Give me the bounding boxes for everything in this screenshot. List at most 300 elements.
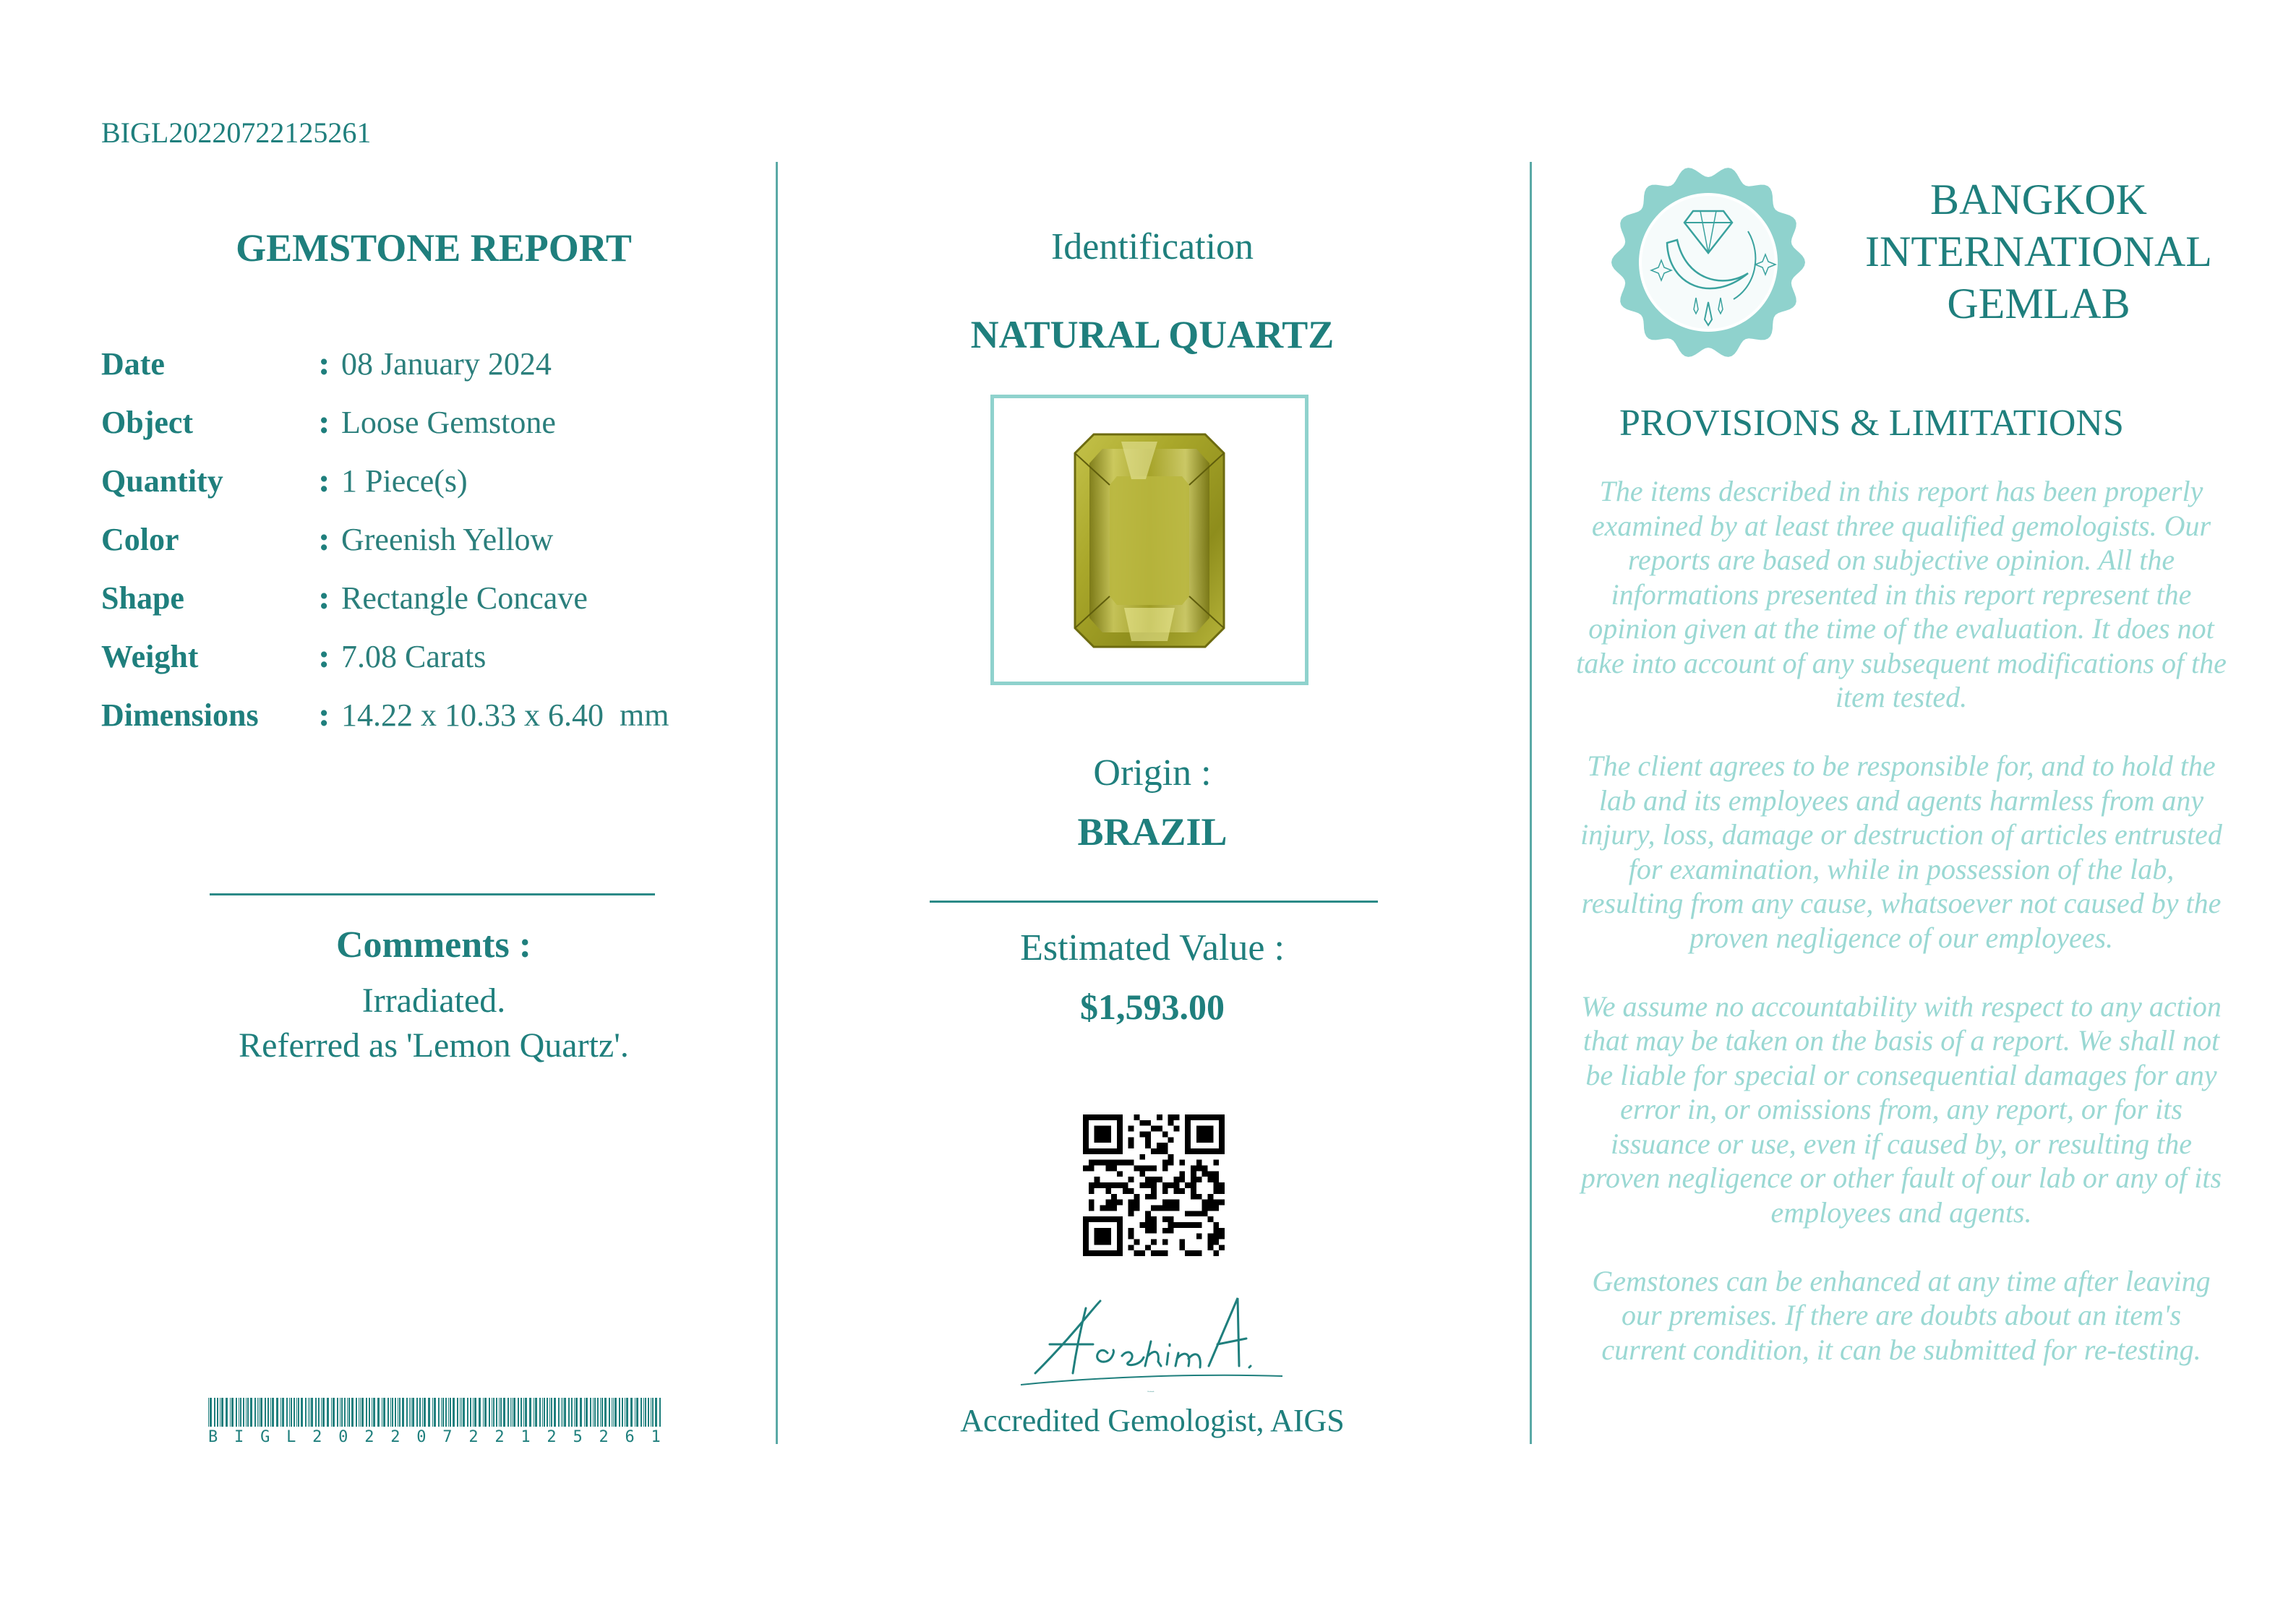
qr-module [1196, 1234, 1202, 1240]
gem-photo-frame [990, 395, 1308, 685]
qr-module [1157, 1126, 1162, 1132]
barcode-bar [643, 1398, 644, 1427]
barcode-bar [574, 1398, 575, 1427]
qr-module [1219, 1234, 1225, 1240]
barcode-bar [554, 1398, 556, 1427]
spec-label: Dimensions [101, 697, 259, 733]
qr-module [1173, 1177, 1179, 1182]
qr-module [1157, 1114, 1162, 1120]
qr-module [1207, 1239, 1213, 1245]
barcode-bar [614, 1398, 617, 1427]
barcode-bar [438, 1398, 440, 1427]
barcode-bar [424, 1398, 426, 1427]
barcode-char: 2 [468, 1428, 479, 1446]
barcode-bar [254, 1398, 256, 1427]
barcode-bar [562, 1398, 563, 1427]
qr-module [1202, 1171, 1208, 1177]
provisions-paragraph: We assume no accountability with respect to any action that may be taken on the basis of a report. We shall not be liable for special or consequential damages for any error in, or omissions from, any report, or for its issuance or use, even if caused by, or resulting the proven negligence or other fault of our lab or any of its employees and agents. [1580, 989, 2222, 1229]
qr-module [1168, 1120, 1174, 1126]
barcode-bar [416, 1398, 418, 1427]
barcode-bar [659, 1398, 661, 1427]
barcode-bar [613, 1398, 614, 1427]
barcode-bar [422, 1398, 423, 1427]
qr-module [1179, 1188, 1185, 1194]
provisions-paragraph: Gemstones can be enhanced at any time after leaving our premises. If there are doubts about an item's current condition, it can be submitted for re-testing. [1592, 1264, 2211, 1366]
spec-value: 14.22 x 10.33 x 6.40 mm [341, 697, 669, 733]
qr-module [1145, 1228, 1151, 1234]
qr-module [1168, 1205, 1174, 1211]
barcode-bar [523, 1398, 524, 1427]
identification-value: NATURAL QUARTZ [970, 313, 1335, 356]
qr-module [1111, 1160, 1117, 1166]
spec-value: 08 January 2024 [341, 346, 552, 382]
qr-module [1207, 1245, 1213, 1250]
barcode-bar [282, 1398, 284, 1427]
barcode-bar [308, 1398, 309, 1427]
barcode-bar [626, 1398, 628, 1427]
barcode-bar [500, 1398, 502, 1427]
qr-module [1207, 1234, 1213, 1240]
barcode-bar [260, 1398, 262, 1427]
qr-module [1111, 1200, 1117, 1206]
qr-module [1162, 1250, 1168, 1256]
barcode-bar [448, 1398, 449, 1427]
report-title: GEMSTONE REPORT [236, 226, 632, 270]
barcode-char: 0 [338, 1428, 348, 1446]
barcode-bar [593, 1398, 594, 1427]
barcode-bar [441, 1398, 442, 1427]
qr-module [1145, 1137, 1151, 1143]
report-number: BIGL20220722125261 [101, 116, 372, 149]
barcode-bar [221, 1398, 223, 1427]
qr-module [1179, 1222, 1185, 1228]
qr-finder [1095, 1228, 1112, 1245]
barcode-char: 2 [390, 1428, 400, 1446]
barcode-bar [406, 1398, 408, 1427]
qr-module [1168, 1200, 1174, 1206]
qr-module [1128, 1211, 1134, 1216]
barcode-bar [580, 1398, 582, 1427]
barcode-bar [409, 1398, 410, 1427]
barcode-bar [247, 1398, 249, 1427]
spec-row-object [101, 404, 752, 463]
qr-module [1168, 1216, 1174, 1222]
barcode-char: G [260, 1428, 270, 1446]
barcode-bar [231, 1398, 234, 1427]
barcode-bar [457, 1398, 458, 1427]
barcode-bar [217, 1398, 218, 1427]
qr-module [1179, 1160, 1185, 1166]
provisions-paragraph: The client agrees to be responsible for, and to hold the lab and its employees and agents harmless from any injury, loss, damage or destruction of articles entrusted for examination, while in possession of the lab, resulting from any cause, whatsoever not caused by the proven negligence of our employees. [1580, 749, 2222, 954]
barcode-bar [496, 1398, 497, 1427]
qr-module [1168, 1222, 1174, 1228]
qr-module [1134, 1166, 1140, 1172]
qr-module [1139, 1222, 1145, 1228]
value-divider [930, 901, 1378, 903]
barcode-bar [453, 1398, 455, 1427]
barcode-char: 2 [599, 1428, 609, 1446]
qr-module [1145, 1143, 1151, 1148]
barcode-bar [276, 1398, 278, 1427]
barcode-bar [645, 1398, 646, 1427]
gem-photo [994, 398, 1305, 682]
barcode-char: 2 [364, 1428, 374, 1446]
qr-module [1095, 1160, 1100, 1166]
barcode-bar [428, 1398, 430, 1427]
qr-module [1213, 1182, 1219, 1188]
qr-module [1162, 1160, 1168, 1166]
qr-module [1213, 1200, 1219, 1206]
barcode-icon [208, 1398, 661, 1427]
barcode-bar [286, 1398, 288, 1427]
qr-module [1213, 1171, 1219, 1177]
barcode-bar [289, 1398, 290, 1427]
barcode-bar [369, 1398, 370, 1427]
barcode-char: 6 [625, 1428, 635, 1446]
spec-row-date [101, 345, 752, 404]
qr-module [1196, 1177, 1202, 1182]
barcode-bar [318, 1398, 320, 1427]
qr-module [1173, 1114, 1179, 1120]
qr-module [1213, 1160, 1219, 1166]
provisions-title: PROVISIONS & LIMITATIONS [1619, 403, 2124, 444]
qr-module [1219, 1188, 1225, 1194]
spec-value: Rectangle Concave [341, 580, 588, 616]
barcode-bar [315, 1398, 317, 1427]
qr-module [1134, 1239, 1140, 1245]
qr-module [1196, 1250, 1202, 1256]
lab-name-line: GEMLAB [1947, 280, 2130, 327]
qr-module [1207, 1194, 1213, 1200]
qr-module [1173, 1222, 1179, 1228]
qr-module [1196, 1222, 1202, 1228]
qr-module [1105, 1166, 1111, 1172]
qr-module [1089, 1205, 1095, 1211]
barcode-bar [535, 1398, 537, 1427]
barcode-bar [586, 1398, 588, 1427]
barcode-bar [547, 1398, 548, 1427]
qr-module [1202, 1205, 1208, 1211]
barcode-bar [333, 1398, 335, 1427]
barcode-bar [360, 1398, 361, 1427]
barcode-bar [366, 1398, 367, 1427]
barcode-bar [267, 1398, 269, 1427]
qr-module [1105, 1160, 1111, 1166]
qr-module [1145, 1120, 1151, 1126]
signature [1006, 1286, 1295, 1395]
barcode-bar [361, 1398, 364, 1427]
qr-module [1162, 1148, 1168, 1154]
spec-colon: : [318, 345, 330, 382]
qr-module [1139, 1171, 1145, 1177]
barcode-bar [463, 1398, 465, 1427]
qr-module [1162, 1216, 1168, 1222]
barcode-bar [590, 1398, 591, 1427]
barcode-bar [309, 1398, 310, 1427]
barcode-bar [356, 1398, 357, 1427]
qr-module [1145, 1222, 1151, 1228]
barcode-bar [390, 1398, 391, 1427]
qr-module [1162, 1200, 1168, 1206]
qr-module [1123, 1188, 1128, 1194]
qr-module [1162, 1239, 1168, 1245]
qr-module [1185, 1182, 1191, 1188]
comment-line: Irradiated. [361, 981, 506, 1020]
barcode-bar [493, 1398, 494, 1427]
barcode-bar [377, 1398, 380, 1427]
barcode-bar [445, 1398, 447, 1427]
qr-module [1145, 1216, 1151, 1222]
spec-colon: : [318, 404, 330, 441]
qr-finder [1196, 1126, 1214, 1143]
barcode-bar [432, 1398, 433, 1427]
spec-value: Greenish Yellow [341, 522, 554, 557]
barcode-bar [641, 1398, 642, 1427]
spec-value: 1 Piece(s) [341, 463, 468, 499]
qr-module [1207, 1200, 1213, 1206]
qr-module [1219, 1245, 1225, 1250]
spec-row-dimensions [101, 697, 752, 755]
barcode-bar [513, 1398, 515, 1427]
barcode-bar [322, 1398, 325, 1427]
barcode-bar [551, 1398, 552, 1427]
qr-module [1151, 1228, 1157, 1234]
qr-module [1191, 1194, 1196, 1200]
qr-module [1202, 1211, 1208, 1216]
barcode-bar [460, 1398, 461, 1427]
qr-module [1083, 1166, 1089, 1172]
qr-module [1145, 1132, 1151, 1138]
spec-label: Shape [101, 580, 184, 616]
qr-module [1179, 1177, 1185, 1182]
qr-module [1162, 1132, 1168, 1138]
qr-module [1196, 1211, 1202, 1216]
qr-module [1128, 1143, 1134, 1148]
qr-module [1117, 1200, 1123, 1206]
barcode-bar [272, 1398, 274, 1427]
qr-module [1157, 1177, 1162, 1182]
qr-module [1151, 1177, 1157, 1182]
barcode-bar [250, 1398, 252, 1427]
barcode-bar [243, 1398, 244, 1427]
qr-module [1179, 1245, 1185, 1250]
qr-module [1134, 1205, 1140, 1211]
spec-label: Quantity [101, 463, 223, 499]
estimated-value: $1,593.00 [1080, 987, 1225, 1027]
barcode-bar [383, 1398, 385, 1427]
barcode-bar [246, 1398, 247, 1427]
barcode-bar [479, 1398, 481, 1427]
barcode-bar [351, 1398, 354, 1427]
barcode-bar [461, 1398, 462, 1427]
qr-module [1202, 1166, 1208, 1172]
qr-module [1162, 1182, 1168, 1188]
barcode-char: 2 [547, 1428, 557, 1446]
qr-module [1191, 1177, 1196, 1182]
qr-module [1213, 1234, 1219, 1240]
qr-module [1100, 1160, 1106, 1166]
barcode-bar [584, 1398, 585, 1427]
barcode-bar [399, 1398, 400, 1427]
spec-row-shape [101, 580, 752, 638]
qr-module [1128, 1137, 1134, 1143]
barcode-bar [561, 1398, 562, 1427]
qr-module [1145, 1182, 1151, 1188]
lab-name-line: BANGKOK [1930, 176, 2147, 223]
signature-text: HashimA. [1147, 1391, 1155, 1393]
qr-module [1213, 1177, 1219, 1182]
qr-module [1128, 1126, 1134, 1132]
qr-module [1179, 1171, 1185, 1177]
barcode-char: 7 [442, 1428, 453, 1446]
barcode-bar [619, 1398, 620, 1427]
qr-module [1168, 1228, 1174, 1234]
qr-module [1151, 1250, 1157, 1256]
barcode-bar [564, 1398, 566, 1427]
qr-module [1213, 1188, 1219, 1194]
qr-module [1213, 1250, 1219, 1256]
barcode-char: 0 [416, 1428, 427, 1446]
qr-module [1162, 1228, 1168, 1234]
qr-module [1173, 1188, 1179, 1194]
barcode-bar [604, 1398, 607, 1427]
barcode-bar [311, 1398, 313, 1427]
barcode-bar [301, 1398, 303, 1427]
barcode-bar [236, 1398, 237, 1427]
qr-module [1151, 1222, 1157, 1228]
qr-module [1139, 1166, 1145, 1172]
qr-module [1145, 1245, 1151, 1250]
qr-module [1151, 1126, 1157, 1132]
barcode-char: 2 [312, 1428, 322, 1446]
qr-module [1151, 1166, 1157, 1172]
qr-module [1173, 1126, 1179, 1132]
column-divider-right [1530, 162, 1532, 1444]
qr-module [1117, 1171, 1123, 1177]
qr-module [1207, 1177, 1213, 1182]
qr-module [1191, 1211, 1196, 1216]
barcode-char: 1 [521, 1428, 531, 1446]
barcode-bar [484, 1398, 487, 1427]
barcode-bar [240, 1398, 241, 1427]
barcode-bar [630, 1398, 633, 1427]
barcode-bar [291, 1398, 292, 1427]
barcode-bar [473, 1398, 474, 1427]
qr-module [1139, 1132, 1145, 1138]
qr-module [1196, 1160, 1202, 1166]
barcode-bar [259, 1398, 260, 1427]
barcode-bar [270, 1398, 271, 1427]
qr-module [1191, 1166, 1196, 1172]
barcode-bar [483, 1398, 484, 1427]
barcode-bar [214, 1398, 215, 1427]
barcode-bar [600, 1398, 601, 1427]
barcode-bar [489, 1398, 490, 1427]
barcode-bar [467, 1398, 468, 1427]
qr-finder [1095, 1126, 1112, 1143]
qr-module [1168, 1160, 1174, 1166]
qr-module [1207, 1205, 1213, 1211]
comments-divider [210, 893, 655, 895]
qr-module [1145, 1166, 1151, 1172]
qr-module [1145, 1194, 1151, 1200]
qr-module [1134, 1200, 1140, 1206]
qr-module [1219, 1182, 1225, 1188]
qr-module [1168, 1182, 1174, 1188]
gem-moon-seal-icon [1611, 165, 1806, 360]
qr-module [1185, 1211, 1191, 1216]
barcode-bar [597, 1398, 599, 1427]
barcode-bar [412, 1398, 414, 1427]
qr-module [1128, 1234, 1134, 1240]
provisions-body [1576, 474, 2227, 1401]
qr-module [1191, 1171, 1196, 1177]
qr-module [1089, 1160, 1095, 1166]
barcode-bar [298, 1398, 299, 1427]
barcode-bar [392, 1398, 393, 1427]
estimated-value-label: Estimated Value : [1020, 927, 1285, 968]
qr-module [1213, 1239, 1219, 1245]
barcode-bar [474, 1398, 476, 1427]
barcode-bar [636, 1398, 638, 1427]
qr-module [1128, 1245, 1134, 1250]
qr-module [1157, 1205, 1162, 1211]
barcode-caption [208, 1428, 661, 1446]
barcode-bar [434, 1398, 436, 1427]
barcode-char: I [234, 1428, 244, 1446]
qr-module [1162, 1188, 1168, 1194]
qr-module [1151, 1239, 1157, 1245]
qr-module [1128, 1200, 1134, 1206]
qr-module [1145, 1177, 1151, 1182]
qr-module [1105, 1182, 1111, 1188]
qr-module [1168, 1154, 1174, 1160]
qr-code-icon [1083, 1114, 1225, 1256]
qr-module [1213, 1222, 1219, 1228]
qr-module [1207, 1171, 1213, 1177]
qr-module [1128, 1188, 1134, 1194]
barcode-bar [609, 1398, 610, 1427]
barcode-bar [347, 1398, 348, 1427]
barcode-char: 5 [573, 1428, 583, 1446]
qr-module [1151, 1182, 1157, 1188]
barcode-bar [402, 1398, 404, 1427]
barcode-char: B [208, 1428, 218, 1446]
barcode-bar [521, 1398, 522, 1427]
qr-module [1191, 1222, 1196, 1228]
qr-module [1145, 1211, 1151, 1216]
barcode-bar [529, 1398, 531, 1427]
barcode-bar [387, 1398, 389, 1427]
qr-module [1100, 1205, 1106, 1211]
qr-module [1095, 1177, 1100, 1182]
qr-module [1185, 1222, 1191, 1228]
qr-module [1219, 1200, 1225, 1206]
qr-module [1089, 1182, 1095, 1188]
barcode-bar [558, 1398, 560, 1427]
qr-module [1105, 1205, 1111, 1211]
gemologist-title: Accredited Gemologist, AIGS [960, 1403, 1345, 1438]
qr-module [1111, 1182, 1117, 1188]
origin-value: BRAZIL [1077, 810, 1228, 854]
spec-colon: : [318, 638, 330, 675]
qr-module [1111, 1166, 1117, 1172]
barcode-bar [230, 1398, 231, 1427]
qr-module [1105, 1188, 1111, 1194]
qr-module [1139, 1120, 1145, 1126]
qr-module [1168, 1137, 1174, 1143]
qr-module [1089, 1166, 1095, 1172]
